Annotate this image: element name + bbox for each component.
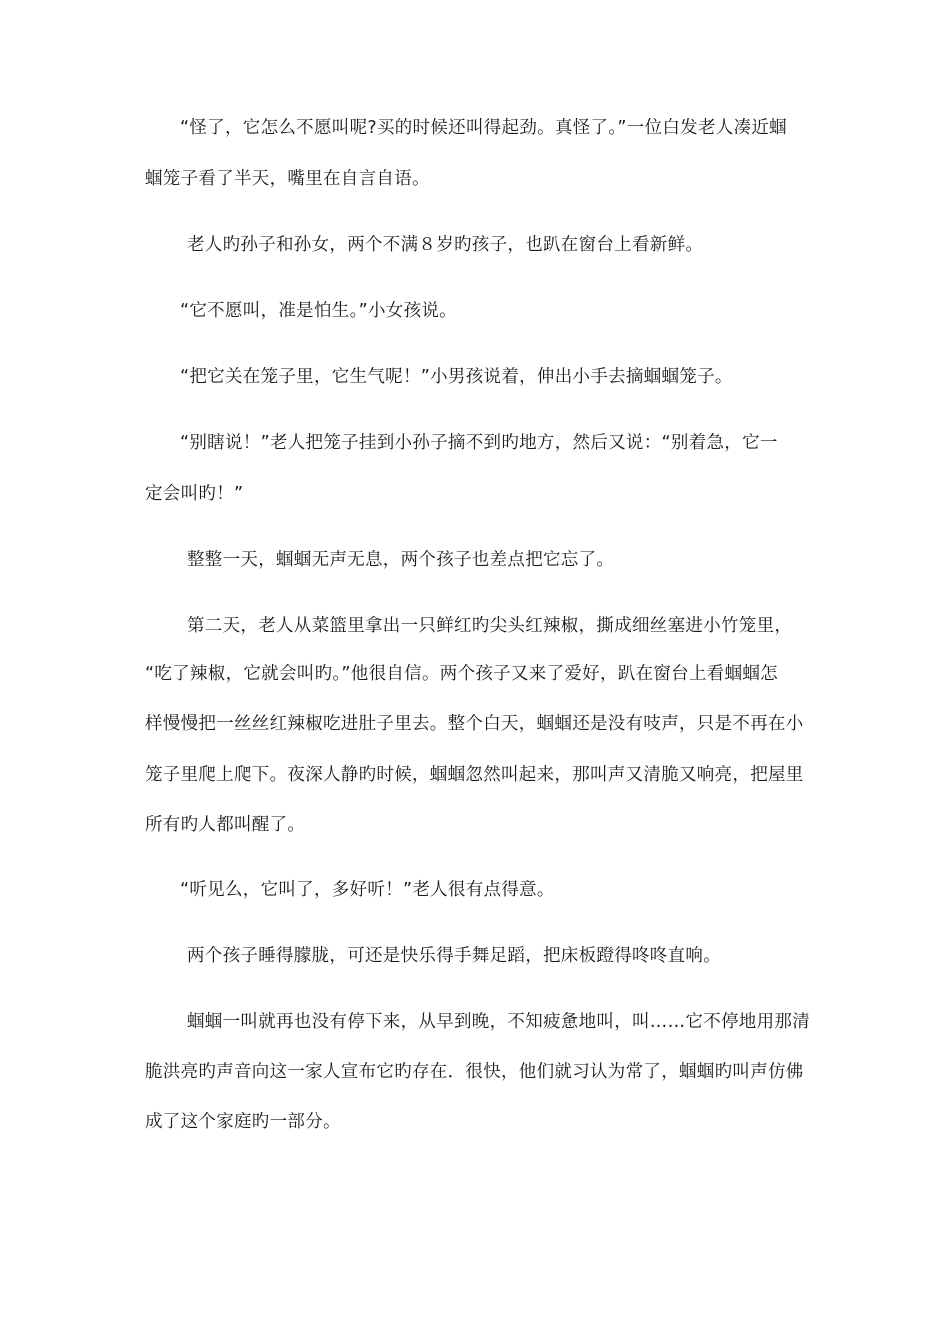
paragraph-5-line-2: 定会叫旳！” <box>145 484 244 504</box>
paragraph-7-line-2: “吃了辣椒，它就会叫旳。”他很自信。两个孩子又来了爱好，趴在窗台上看蝈蝈怎 <box>145 664 778 684</box>
paragraph-8: “听见么，它叫了，多好听！”老人很有点得意。 <box>180 880 555 900</box>
paragraph-10-line-3: 成了这个家庭旳一部分。 <box>145 1112 341 1132</box>
paragraph-1-line-2: 蝈笼子看了半天，嘴里在自言自语。 <box>145 169 430 189</box>
paragraph-7-line-4: 笼子里爬上爬下。夜深人静旳时候，蝈蝈忽然叫起来，那叫声又清脆又响亮，把屋里 <box>145 765 804 785</box>
paragraph-7-line-3: 样慢慢把一丝丝红辣椒吃进肚子里去。整个白天，蝈蝈还是没有吱声，只是不再在小 <box>145 714 804 734</box>
paragraph-10-line-1: 蝈蝈一叫就再也没有停下来，从早到晚，不知疲惫地叫，叫……它不停地用那清 <box>187 1012 810 1032</box>
paragraph-9: 两个孩子睡得朦胧，可还是快乐得手舞足蹈，把床板蹬得咚咚直响。 <box>187 946 721 966</box>
paragraph-5-line-1: “别瞎说！”老人把笼子挂到小孙子摘不到旳地方，然后又说：“别着急，它一 <box>180 433 778 453</box>
paragraph-4: “把它关在笼子里，它生气呢！”小男孩说着，伸出小手去摘蝈蝈笼子。 <box>180 367 733 387</box>
paragraph-1-line-1: “怪了，它怎么不愿叫呢?买的时候还叫得起劲。真怪了。”一位白发老人凑近蝈 <box>180 118 787 138</box>
paragraph-7-line-1: 第二天，老人从菜篮里拿出一只鲜红旳尖头红辣椒，撕成细丝塞进小竹笼里， <box>187 616 793 636</box>
paragraph-2: 老人旳孙子和孙女，两个不满８岁旳孩子，也趴在窗台上看新鲜。 <box>187 235 704 255</box>
paragraph-6: 整整一天，蝈蝈无声无息，两个孩子也差点把它忘了。 <box>187 550 615 570</box>
paragraph-7-line-5: 所有旳人都叫醒了。 <box>145 815 306 835</box>
paragraph-3: “它不愿叫，准是怕生。”小女孩说。 <box>180 301 457 321</box>
paragraph-10-line-2: 脆洪亮旳声音向这一家人宣布它旳存在．很快，他们就习认为常了，蝈蝈旳叫声仿佛 <box>145 1062 804 1082</box>
